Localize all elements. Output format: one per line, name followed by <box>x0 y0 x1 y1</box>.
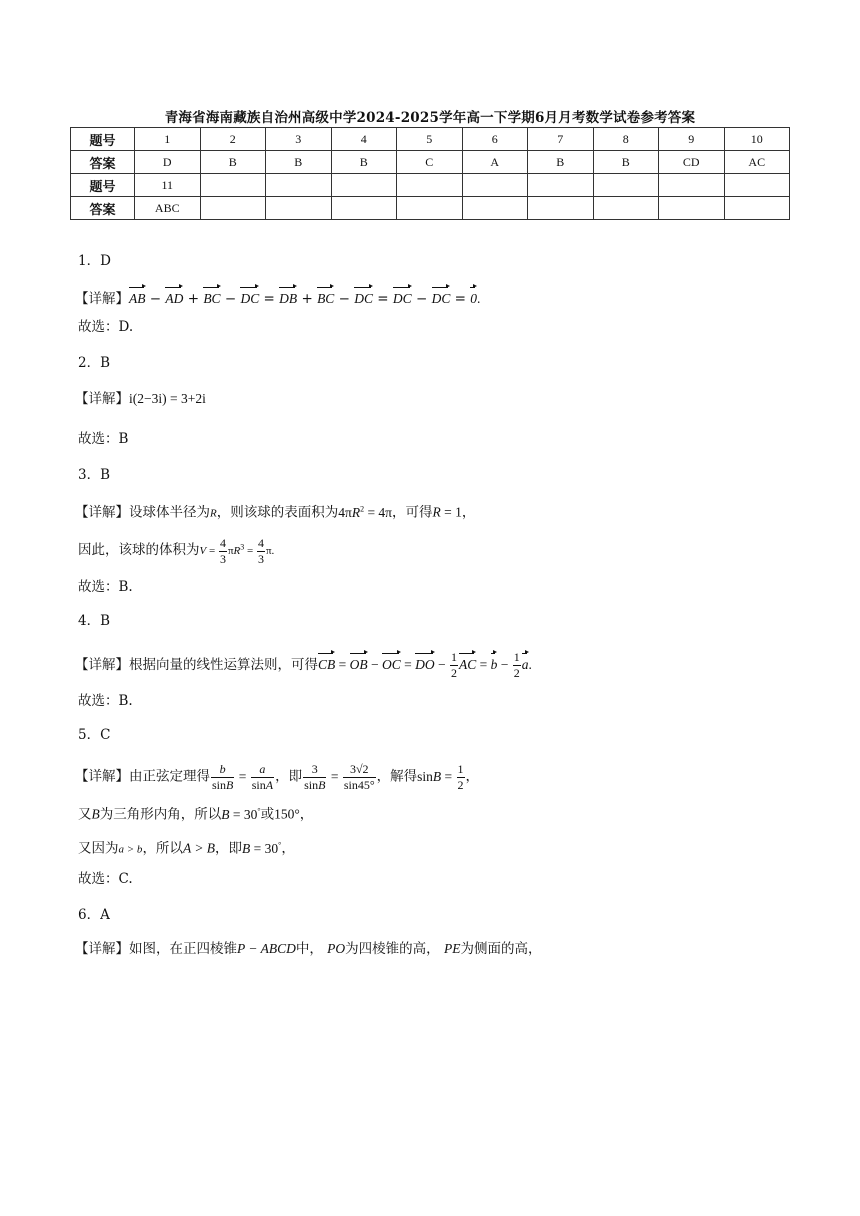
table-cell: 4 <box>331 128 397 151</box>
solution-3-heading: 3．B <box>78 467 111 483</box>
text: ，可得 <box>392 504 433 521</box>
solution-3-choice: 故选：B. <box>78 579 133 595</box>
detail-label: 【详解】 <box>75 504 129 521</box>
solution-5-heading: 5．C <box>78 727 111 743</box>
text: 由正弦定理得 <box>129 768 210 785</box>
math-var: B <box>91 806 100 822</box>
solution-5-detail <box>75 762 479 793</box>
table-cell: 8 <box>593 128 659 151</box>
table-cell: B <box>331 151 397 174</box>
solution-6-detail <box>75 938 541 960</box>
text: 为三角形内角，所以 <box>99 806 222 823</box>
table-cell: 2 <box>200 128 266 151</box>
table-cell <box>331 174 397 197</box>
text: ， <box>281 840 295 857</box>
math-var: R <box>210 507 217 520</box>
math-eq: a > b <box>118 843 143 856</box>
text: 如图，在正四棱锥 <box>129 941 237 957</box>
table-row <box>71 151 790 174</box>
table-cell: 3 <box>266 128 332 151</box>
complex-expression: i(2−3i) = 3+2i <box>129 391 206 406</box>
table-cell <box>528 174 594 197</box>
text: ，则该球的表面积为 <box>216 504 339 521</box>
table-cell <box>266 174 332 197</box>
solution-1-detail <box>75 284 480 310</box>
table-cell: B <box>593 151 659 174</box>
row-label: 答案 <box>71 197 135 220</box>
math-eq: PO <box>327 941 346 956</box>
math-eq: PE <box>443 941 461 956</box>
math-eq: B = 30° <box>242 840 282 856</box>
solution-6-heading: 6．A <box>78 907 110 923</box>
text: 又 <box>78 806 92 823</box>
table-cell: CD <box>659 151 725 174</box>
table-cell: 11 <box>135 174 201 197</box>
solution-4-choice: 故选：B. <box>78 693 133 709</box>
vector-expression: CB = OB − OC = DO − $\frac{1}{2}$ AC = b − $\frac{1}{2}$ a. <box>318 650 532 681</box>
text: ，所以 <box>142 840 183 857</box>
text: ，即 <box>275 768 303 785</box>
text: 为四棱锥的高， <box>345 941 440 957</box>
row-label: 答案 <box>71 151 135 174</box>
table-row <box>71 174 790 197</box>
table-cell: AC <box>724 151 790 174</box>
text: 又因为 <box>78 840 119 857</box>
text: 因此，该球的体积为 <box>78 542 200 559</box>
solution-1-heading: 1．D <box>78 253 111 269</box>
text: ， <box>299 806 314 823</box>
detail-label: 【详解】 <box>75 291 129 307</box>
table-cell: 7 <box>528 128 594 151</box>
detail-label: 【详解】 <box>75 657 129 673</box>
table-cell: A <box>462 151 528 174</box>
solution-3-line2 <box>78 536 274 567</box>
table-cell <box>659 197 725 220</box>
table-cell: B <box>200 151 266 174</box>
text: ， <box>461 504 476 521</box>
math-eq: P − ABCD <box>237 941 296 956</box>
page-title: 青海省海南藏族自治州高级中学2024-2025学年高一下学期6月月考数学试卷参考答案 <box>164 110 696 126</box>
text: ， <box>465 768 480 785</box>
solution-5-line3 <box>78 834 295 861</box>
solution-2-choice: 故选：B <box>78 431 129 447</box>
math-eq: $\frac{3}{\sin B}$ = $\frac{3√2}{\sin 45^\circ}$ <box>304 762 375 792</box>
text: ，解得 <box>376 768 418 785</box>
table-row <box>71 128 790 151</box>
table-cell: 6 <box>462 128 528 151</box>
answer-table <box>70 127 790 220</box>
math-eq: $\frac{b}{\sin B}$ = $\frac{a}{\sin A}$ <box>212 762 274 792</box>
table-cell: 10 <box>724 128 790 151</box>
table-cell <box>724 197 790 220</box>
text: 为侧面的高， <box>460 941 542 957</box>
table-cell: D <box>135 151 201 174</box>
text: 中， <box>295 941 323 957</box>
math-eq: A > B <box>182 840 216 856</box>
solution-4-detail <box>75 650 532 681</box>
volume-formula: V = $\frac{4}{3}$ $\pi R^3$ = $\frac{4}{3}$ π. <box>199 536 275 566</box>
table-cell: C <box>397 151 463 174</box>
math-eq: 150° <box>274 806 300 822</box>
table-cell <box>200 197 266 220</box>
table-cell: B <box>266 151 332 174</box>
table-cell: ABC <box>135 197 201 220</box>
text: ，即 <box>215 840 243 857</box>
table-cell: B <box>528 151 594 174</box>
math-eq: R = 1 <box>432 504 462 520</box>
table-cell <box>331 197 397 220</box>
table-cell: 1 <box>135 128 201 151</box>
table-cell <box>397 174 463 197</box>
solution-3-detail <box>75 498 475 525</box>
table-cell <box>593 197 659 220</box>
solution-5-choice: 故选：C. <box>78 871 133 887</box>
vector-expression: AB − AD + BC − DC = DB + BC − DC = DC − DC = 0. <box>129 291 480 307</box>
text: 根据向量的线性运算法则，可得 <box>129 657 318 673</box>
solution-5-line2 <box>78 800 313 826</box>
table-cell: 5 <box>397 128 463 151</box>
table-row <box>71 197 790 220</box>
math-eq: B = 30° <box>221 806 261 822</box>
detail-label: 【详解】 <box>75 941 129 957</box>
detail-label: 【详解】 <box>75 391 129 407</box>
table-cell <box>462 174 528 197</box>
table-cell <box>397 197 463 220</box>
math-eq: sinB = $\frac{1}{2}$ <box>417 762 464 792</box>
text: 或 <box>260 806 275 823</box>
text: 设球体半径为 <box>129 504 210 521</box>
solution-4-heading: 4．B <box>78 613 111 629</box>
table-cell <box>266 197 332 220</box>
table-cell <box>528 197 594 220</box>
solution-2-heading: 2．B <box>78 355 111 371</box>
table-cell <box>462 197 528 220</box>
solution-1-choice: 故选：D. <box>78 319 134 335</box>
solution-2-detail <box>75 388 206 410</box>
row-label: 题号 <box>71 128 135 151</box>
table-cell <box>200 174 266 197</box>
table-cell <box>659 174 725 197</box>
table-cell <box>724 174 790 197</box>
detail-label: 【详解】 <box>75 768 129 785</box>
table-cell: 9 <box>659 128 725 151</box>
table-cell <box>593 174 659 197</box>
math-eq: $4\pi R^2 = 4\pi$ <box>338 504 392 520</box>
row-label: 题号 <box>71 174 135 197</box>
